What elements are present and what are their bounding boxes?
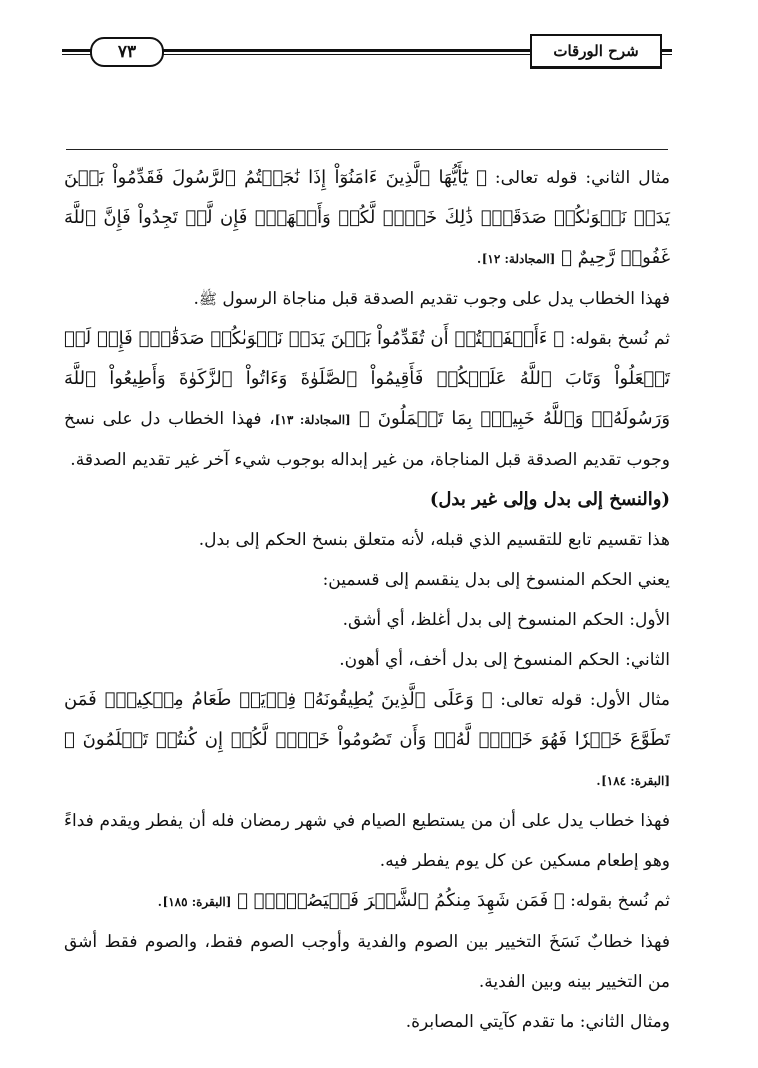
salutation-glyph: ﷺ xyxy=(198,290,217,308)
paragraph-tail: . xyxy=(193,289,199,309)
paragraph-tail: . xyxy=(595,770,602,790)
page-header xyxy=(62,34,672,68)
paragraph-label: ثم نُسخ بقوله: xyxy=(564,891,670,911)
paragraph-explanation xyxy=(64,279,670,319)
paragraph: يعني الحكم المنسوخ إلى بدل ينقسم إلى قسمين: xyxy=(322,570,670,590)
verse-citation: [البقرة: ١٨٥] xyxy=(162,895,232,909)
page-number: ٧٣ xyxy=(90,37,164,67)
paragraph-example-one xyxy=(64,680,670,801)
quran-verse: ﴿ ءَأَشۡفَقۡتُمۡ أَن تُقَدِّمُواْ بَيۡنَ يَدَيۡ نَجۡوَىٰكُمۡ صَدَقَٰتٖۚ فَإِذۡ لَمۡ تَفۡعَلُواْ وَتَابَ ٱللَّهُ عَلَيۡكُمۡ فَأَقِيمُواْ ٱلصَّلَوٰةَ وَءَاتُواْ ٱلزَّكَوٰةَ وَأَطِيعُواْ ٱللَّهَ وَرَسُولَهُۥۚ وَٱللَّهُ خَبِيرُۢ بِمَا تَعۡمَلُونَ ﴾ xyxy=(64,328,671,429)
paragraph-tail: . xyxy=(476,248,482,268)
verse-citation: [المجادلة: ١٢] xyxy=(481,252,556,266)
paragraph-example-two xyxy=(64,158,670,279)
paragraph-label: مثال الأول: قوله تعالى: xyxy=(492,690,671,710)
paragraph-tail: ، فهذا الخطاب دل على نسخ وجوب تقديم الصدقة قبل المناجاة، من غير إبداله بوجوب شيء آخر غير تقديم الصدقة. xyxy=(64,409,670,470)
paragraph-tail: . xyxy=(157,891,163,911)
paragraph-abrogation xyxy=(64,319,670,480)
quran-verse: ﴿ فَمَن شَهِدَ مِنكُمُ ٱلشَّهۡرَ فَلۡيَصُمۡهُۖ ﴾ xyxy=(231,890,565,911)
paragraph: فهذا خطابٌ نَسَخَ التخيير بين الصوم والفدية وأوجب الصوم فقط، والصوم فقط أشق من التخيير بينه وبين الفدية. xyxy=(64,932,670,992)
quran-verse: ﴿ يَٰٓأَيُّهَا ٱلَّذِينَ ءَامَنُوٓاْ إِذَا نَٰجَيۡتُمُ ٱلرَّسُولَ فَقَدِّمُواْ بَيۡنَ يَدَيۡ نَجۡوَىٰكُمۡ صَدَقَةٗۚ ذَٰلِكَ خَيۡرٞ لَّكُمۡ وَأَطۡهَرُۚ فَإِن لَّمۡ تَجِدُواْ فَإِنَّ ٱللَّهَ غَفُورٞ رَّحِيمٌ ﴾ xyxy=(64,167,670,268)
quran-verse: ﴿ وَعَلَى ٱلَّذِينَ يُطِيقُونَهُۥ فِدۡيَةٞ طَعَامُ مِسۡكِينٖۖ فَمَن تَطَوَّعَ خَيۡرٗا فَهُوَ خَيۡرٞ لَّهُۥۚ وَأَن تَصُومُواْ خَيۡرٞ لَّكُمۡ إِن كُنتُمۡ تَعۡلَمُونَ ﴾ xyxy=(64,689,670,750)
paragraph: الثاني: الحكم المنسوخ إلى بدل أخف، أي أهون. xyxy=(339,650,670,670)
content-divider xyxy=(66,149,668,150)
paragraph-text: فهذا الخطاب يدل على وجوب تقديم الصدقة قبل مناجاة الرسول xyxy=(216,289,670,309)
verse-citation: [البقرة: ١٨٤] xyxy=(601,774,670,788)
verse-citation: [المجادلة: ١٣] xyxy=(274,413,351,427)
paragraph: الأول: الحكم المنسوخ إلى بدل أغلظ، أي أشق. xyxy=(342,610,670,630)
paragraph: فهذا خطاب يدل على أن من يستطيع الصيام في شهر رمضان فله أن يفطر ويقدم فداءً وهو إطعام مسكين عن كل يوم يفطر فيه. xyxy=(64,811,670,871)
paragraph-label: مثال الثاني: قوله تعالى: xyxy=(486,168,670,188)
paragraph: هذا تقسيم تابع للتقسيم الذي قبله، لأنه متعلق بنسخ الحكم إلى بدل. xyxy=(198,530,670,550)
paragraph: ومثال الثاني: ما تقدم كآيتي المصابرة. xyxy=(405,1012,670,1032)
paragraph-label: ثم نُسخ بقوله: xyxy=(564,329,671,349)
book-title: شرح الورقات xyxy=(530,34,662,69)
paragraph-abrogation xyxy=(64,881,670,922)
section-heading: (والنسخ إلى بدل وإلى غير بدل) xyxy=(429,489,670,510)
page-body xyxy=(64,158,670,1042)
